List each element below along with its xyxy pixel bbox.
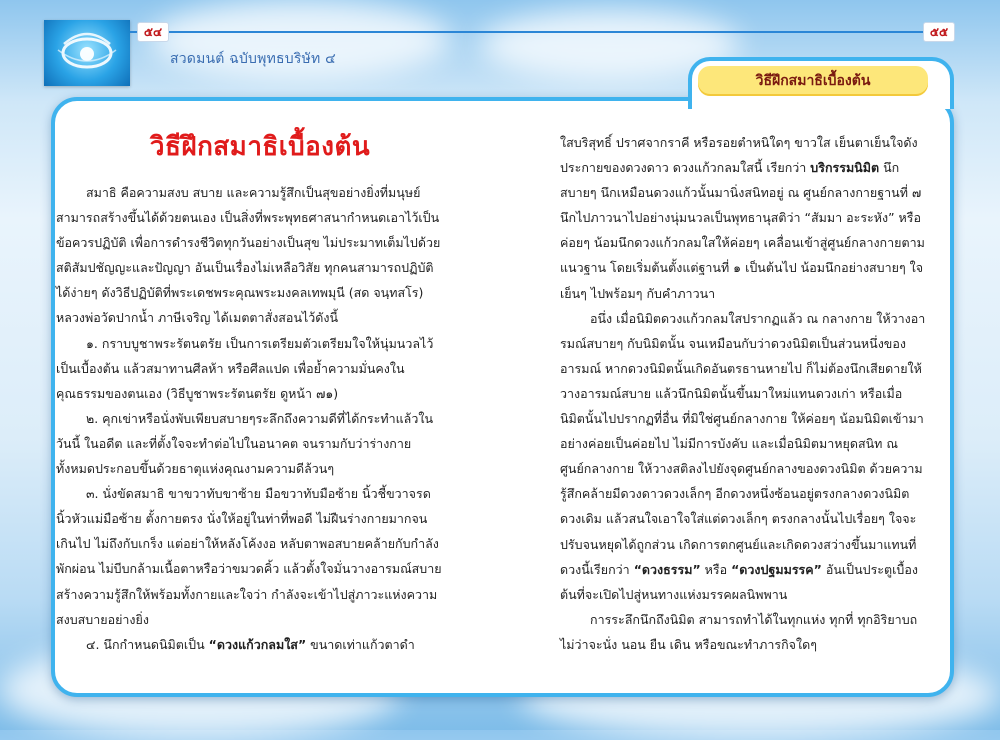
text-run: อันเป็นประตูเบื้องต้นที่จะเปิดไปสู่หนทางแห่งมรรคผลนิพพาน <box>560 561 918 602</box>
text-run: อนึ่ง เมื่อนิมิตดวงแก้วกลมใสปรากฏแล้ว ณ กลางกาย ให้วางอารมณ์สบายๆ กับนิมิตนั้น จนเหมือนกับว่าดวงนิมิตเป็นส่วนหนึ่งของอารมณ์ หากดวงนิมิตนั้นเกิดอันตรธานหายไป ก็ไม่ต้องนึกเสียดายให้วางอารมณ์สบาย แล้วนึกนิมิตนั้นขึ้นมาใหม่แทนดวงเก่า หรือเมื่อนิมิตนั้นไปปรากฏที่อื่น ที่มิใช่ศูนย์กลางกาย ให้ค่อยๆ น้อมนิมิตเข้ามาอย่างค่อยเป็นค่อยไป ไม่มีการบังคับ และเมื่อนิมิตมาหยุดสนิท ณ ศูนย์กลางกาย ให้วางสติลงไปยังจุดศูนย์กลางของดวงนิมิต ด้วยความรู้สึกคล้ายมีดวงดาวดวงเล็กๆ อีกดวงหนึ่งซ้อนอยู่ตรงกลางดวงนิมิตดวงเดิม แล้วสนใจเอาใจใส่แต่ดวงเล็กๆ ตรงกลางนั้นไปเรื่อยๆ ใจจะปรับจนหยุดได้ถูกส่วน เกิดการตกศูนย์และเกิดดวงสว่างขึ้นมาแทนที่ ดวงนี้เรียกว่า <box>560 310 926 577</box>
text-run: ใสบริสุทธิ์ ปราศจากราคี หรือรอยตำหนิใดๆ ขาวใส เย็นตาเย็นใจดังประกายของดวงดาว ดวงแก้วกลมใสนี้ เรียกว่า <box>560 135 918 176</box>
bold-term: บริกรรมนิมิต <box>810 160 880 176</box>
text-run: นึกสบายๆ นึกเหมือนดวงแก้วนั้นมานิ่งสนิทอยู่ ณ ศูนย์กลางกายฐานที่ ๗ นึกไปภาวนาไปอย่างนุ่มนวลเป็นพุทธานุสติว่า “สัมมา อะระหัง” หรือค่อยๆ น้อมนึกดวงแก้วกลมใสให้ค่อยๆ เคลื่อนเข้าสู่ศูนย์กลางกายตามแนวฐาน โดยเริ่มต้นตั้งแต่ฐานที่ ๑ เป็นต้นไป น้อมนึกอย่างสบายๆ ใจเย็นๆ ไปพร้อมๆ กับคำภาวนา <box>560 160 925 301</box>
paragraph <box>560 306 926 607</box>
header-rule <box>130 31 954 33</box>
article-title: วิธีฝึกสมาธิเบื้องต้น <box>149 132 371 162</box>
book-title: สวดมนต์ ฉบับพุทธบริษัท ๔ <box>170 51 336 67</box>
dhammakaya-emblem-icon <box>44 20 130 86</box>
bold-term: “ดวงแก้วกลมใส” <box>208 636 307 652</box>
page-number-left: ๕๔ <box>137 22 169 42</box>
bold-term: “ดวงธรรม” <box>633 561 701 577</box>
left-column <box>56 180 444 657</box>
paragraph: ๒. คุกเข่าหรือนั่งพับเพียบสบายๆระลึกถึงความดีที่ได้กระทำแล้วในวันนี้ ในอดีต และที่ตั้งใจจะทำต่อไปในอนาคต จนรามกับว่าร่างกายทั้งหมดประกอบขึ้นด้วยธาตุแห่งคุณงามความดีล้วนๆ <box>56 410 433 477</box>
text-run: ขนาดเท่าแก้วตาดำ <box>306 636 415 652</box>
page-number-right: ๕๕ <box>923 22 955 42</box>
bold-term: “ดวงปฐมมรรค” <box>731 561 822 577</box>
text-run: ๔. นึกกำหนดนิมิตเป็น <box>86 636 209 652</box>
text-run: หรือ <box>700 561 732 577</box>
paragraph: การระลึกนึกถึงนิมิต สามารถทำได้ในทุกแห่ง ทุกที่ ทุกอิริยาบถ ไม่ว่าจะนั่ง นอน ยืน เดิน หรือขณะทำภารกิจใดๆ <box>560 611 918 652</box>
paragraph: สมาธิ คือความสงบ สบาย และความรู้สึกเป็นสุขอย่างยิ่งที่มนุษย์สามารถสร้างขึ้นได้ด้วยตนเอง เป็นสิ่งที่พระพุทธศาสนากำหนดเอาไว้เป็นข้อควรปฏิบัติ เพื่อการดำรงชีวิตทุกวันอย่างเป็นสุข ไม่ประมาทเต็มไปด้วยสติสัมปชัญญะและปัญญา อันเป็นเรื่องไม่เหลือวิสัย ทุกคนสามารถปฏิบัติได้ง่ายๆ ดังวิธีปฏิบัติที่พระเดชพระคุณพระมงคลเทพมุนี (สด จนฺทสโร) หลวงพ่อวัดปากน้ำ ภาษีเจริญ ได้เมตตาสั่งสอนไว้ดังนี้ <box>56 185 441 326</box>
section-tab: วิธีฝึกสมาธิเบื้องต้น <box>698 66 928 96</box>
right-column <box>560 130 926 657</box>
paragraph <box>560 130 926 306</box>
paragraph: ๑. กราบบูชาพระรัตนตรัย เป็นการเตรียมตัวเตรียมใจให้นุ่มนวลไว้เป็นเบื้องต้น แล้วสมาทานศีลห้า หรือศีลแปด เพื่อย้ำความมั่นคงในคุณธรรมของตนเอง (วิธีบูชาพระรัตนตรัย ดูหน้า ๗๑) <box>56 335 434 401</box>
paragraph <box>56 632 444 657</box>
paragraph: ๓. นั่งขัดสมาธิ ขาขวาทับขาซ้าย มือขวาทับมือซ้าย นิ้วชี้ขวาจรดนิ้วหัวแม่มือซ้าย ตั้งกายตรง นั่งให้อยู่ในท่าที่พอดี ไม่ฝืนร่างกายมากจนเกินไป ไม่ถึงกับเกร็ง แต่อย่าให้หลังโค้งงอ หลับตาพอสบายคล้ายกับกำลังพักผ่อน ไม่บีบกล้ามเนื้อตาหรือว่าขมวดคิ้ว แล้วตั้งใจมั่นวางอารมณ์สบาย สร้างความรู้สึกให้พร้อมทั้งกายและใจว่า กำลังจะเข้าไปสู่ภาวะแห่งความสงบสบายอย่างยิ่ง <box>56 486 442 627</box>
